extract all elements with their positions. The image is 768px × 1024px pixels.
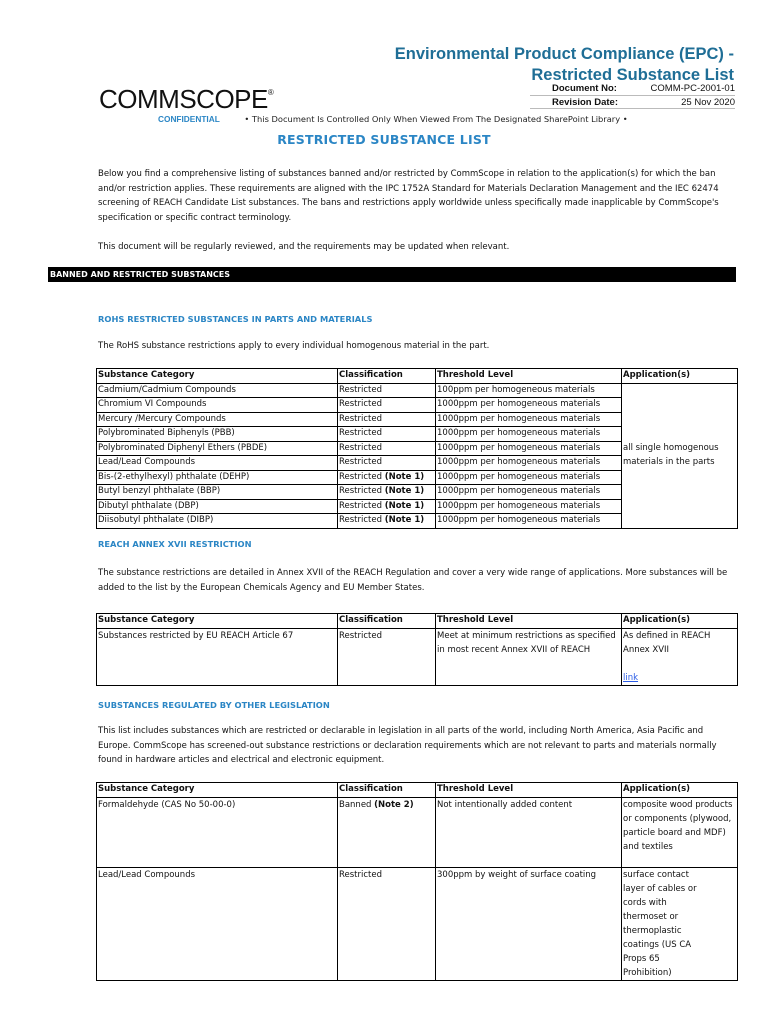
cell-threshold: 1000ppm per homogeneous materials	[436, 412, 622, 427]
table-row	[97, 867, 738, 980]
cell-classification: Restricted	[338, 412, 436, 427]
cell-application: composite wood products or components (plywood, particle board and MDF) and textiles	[622, 797, 738, 867]
cell-category: Dibutyl phthalate (DBP)	[97, 499, 338, 514]
confidentiality-row	[158, 114, 628, 124]
document-title	[395, 44, 734, 86]
cell-classification: Banned (Note 2)	[338, 797, 436, 867]
cell-threshold: 1000ppm per homogeneous materials	[436, 441, 622, 456]
cell-category: Cadmium/Cadmium Compounds	[97, 383, 338, 398]
control-note: • This Document Is Controlled Only When Viewed From The Designated SharePoint Library •	[244, 114, 628, 124]
cell-category: Polybrominated Diphenyl Ethers (PBDE)	[97, 441, 338, 456]
note-ref: (Note 2)	[374, 799, 414, 810]
cell-threshold: 100ppm per homogeneous materials	[436, 383, 622, 398]
cell-category: Butyl benzyl phthalate (BBP)	[97, 485, 338, 500]
cell-threshold: Not intentionally added content	[436, 797, 622, 867]
cell-threshold: Meet at minimum restrictions as specified in most recent Annex XVII of REACH	[436, 628, 622, 685]
cell-classification: Restricted (Note 1)	[338, 485, 436, 500]
col-header-classification: Classification	[338, 614, 436, 629]
rohs-table	[96, 368, 738, 529]
document-number-value: COMM-PC-2001-01	[650, 83, 735, 94]
col-header-threshold: Threshold Level	[436, 369, 622, 384]
document-meta	[530, 82, 735, 109]
table-row	[97, 383, 738, 398]
cell-threshold: 1000ppm per homogeneous materials	[436, 470, 622, 485]
col-header-category: Substance Category	[97, 783, 338, 798]
review-note: This document will be regularly reviewed, and the requirements may be updated when relevant.	[98, 242, 510, 252]
reach-link[interactable]: link	[623, 672, 639, 683]
cell-classification: Restricted	[338, 398, 436, 413]
col-header-application: Application(s)	[622, 783, 738, 798]
cell-classification: Restricted	[338, 628, 436, 685]
cell-application: As defined in REACH Annex XVII link	[622, 628, 738, 685]
revision-date-value: 25 Nov 2020	[681, 96, 735, 108]
intro-paragraph: Below you find a comprehensive listing of substances banned and/or restricted by CommScope in relation to the application(s) for which the ban and/or restriction applies. These requirements are aligned with the IPC 1752A Standard for Materials Declaration Management and the IEC 62474 screening of REACH Candidate List substances. The bans and restrictions apply worldwide unless specifically made inapplicable by CommScope's specification or specific contract terminology.	[98, 169, 719, 223]
cell-classification: Restricted (Note 1)	[338, 514, 436, 529]
cell-classification: Restricted	[338, 867, 436, 980]
table-header-row	[97, 369, 738, 384]
cell-application: all single homogenous materials in the parts	[622, 383, 738, 528]
cell-category: Bis-(2-ethylhexyl) phthalate (DEHP)	[97, 470, 338, 485]
commscope-logo: COMMSCOPE®	[99, 84, 274, 114]
table-row	[97, 628, 738, 685]
note-ref: (Note 1)	[384, 486, 425, 496]
page-title: RESTRICTED SUBSTANCE LIST	[277, 132, 491, 147]
note-ref: (Note 1)	[384, 515, 425, 525]
cell-category: Lead/Lead Compounds	[97, 867, 338, 980]
other-legislation-heading: SUBSTANCES REGULATED BY OTHER LEGISLATION	[98, 700, 330, 710]
note-ref: (Note 1)	[384, 471, 425, 482]
cell-category: Substances restricted by EU REACH Article 67	[97, 628, 338, 685]
cell-classification: Restricted	[338, 456, 436, 471]
cell-category: Polybrominated Biphenyls (PBB)	[97, 427, 338, 442]
cell-threshold: 1000ppm per homogeneous materials	[436, 485, 622, 500]
note-ref: (Note 1)	[384, 500, 425, 511]
cell-threshold: 300ppm by weight of surface coating	[436, 867, 622, 980]
document-title-line1: Environmental Product Compliance (EPC) -	[394, 45, 734, 63]
cell-category: Lead/Lead Compounds	[97, 456, 338, 471]
cell-classification: Restricted	[338, 441, 436, 456]
other-legislation-text: This list includes substances which are restricted or declarable in legislation in all parts of the world, including North America, Asia Pacific and Europe. CommScope has screened-out substance restrictions or declaration requirements which are not relevant to parts and materials normally found in hardware articles and electrical and electronic equipment.	[98, 726, 717, 765]
cell-classification: Restricted (Note 1)	[338, 499, 436, 514]
other-legislation-table	[96, 782, 738, 981]
cell-classification: Restricted	[338, 427, 436, 442]
cell-category: Formaldehyde (CAS No 50-00-0)	[97, 797, 338, 867]
cell-threshold: 1000ppm per homogeneous materials	[436, 427, 622, 442]
col-header-application: Application(s)	[622, 614, 738, 629]
col-header-classification: Classification	[338, 369, 436, 384]
table-header-row	[97, 783, 738, 798]
reach-heading: REACH ANNEX XVII RESTRICTION	[98, 539, 252, 549]
cell-classification: Restricted	[338, 383, 436, 398]
rohs-heading: ROHS RESTRICTED SUBSTANCES IN PARTS AND MATERIALS	[98, 314, 373, 324]
revision-date-row	[530, 96, 735, 110]
col-header-classification: Classification	[338, 783, 436, 798]
cell-application: surface contact layer of cables or cords with thermoset or thermoplastic coatings (US CA Props 65 Prohibition)	[622, 867, 738, 980]
cell-threshold: 1000ppm per homogeneous materials	[436, 398, 622, 413]
cell-classification: Restricted (Note 1)	[338, 470, 436, 485]
cell-threshold: 1000ppm per homogeneous materials	[436, 499, 622, 514]
col-header-category: Substance Category	[97, 614, 338, 629]
col-header-category: Substance Category	[97, 369, 338, 384]
cell-category: Chromium VI Compounds	[97, 398, 338, 413]
reach-table	[96, 613, 738, 686]
col-header-threshold: Threshold Level	[436, 614, 622, 629]
reach-text: The substance restrictions are detailed in Annex XVII of the REACH Regulation and cover a very wide range of applications. More substances will be added to the list by the European Chemicals Agency and EU Member States.	[98, 568, 728, 593]
rohs-text: The RoHS substance restrictions apply to every individual homogenous material in the part.	[98, 341, 490, 351]
cell-threshold: 1000ppm per homogeneous materials	[436, 456, 622, 471]
table-header-row	[97, 614, 738, 629]
cell-threshold: 1000ppm per homogeneous materials	[436, 514, 622, 529]
confidential-label: CONFIDENTIAL	[158, 114, 220, 124]
document-number-row	[530, 82, 735, 96]
cell-category: Mercury /Mercury Compounds	[97, 412, 338, 427]
revision-date-label: Revision Date:	[552, 96, 618, 108]
col-header-application: Application(s)	[622, 369, 738, 384]
cell-category: Diisobutyl phthalate (DIBP)	[97, 514, 338, 529]
section-bar: BANNED AND RESTRICTED SUBSTANCES	[48, 267, 736, 282]
table-row	[97, 797, 738, 867]
document-title-line2: Restricted Substance List	[531, 66, 734, 84]
col-header-threshold: Threshold Level	[436, 783, 622, 798]
document-number-label: Document No:	[552, 83, 617, 94]
